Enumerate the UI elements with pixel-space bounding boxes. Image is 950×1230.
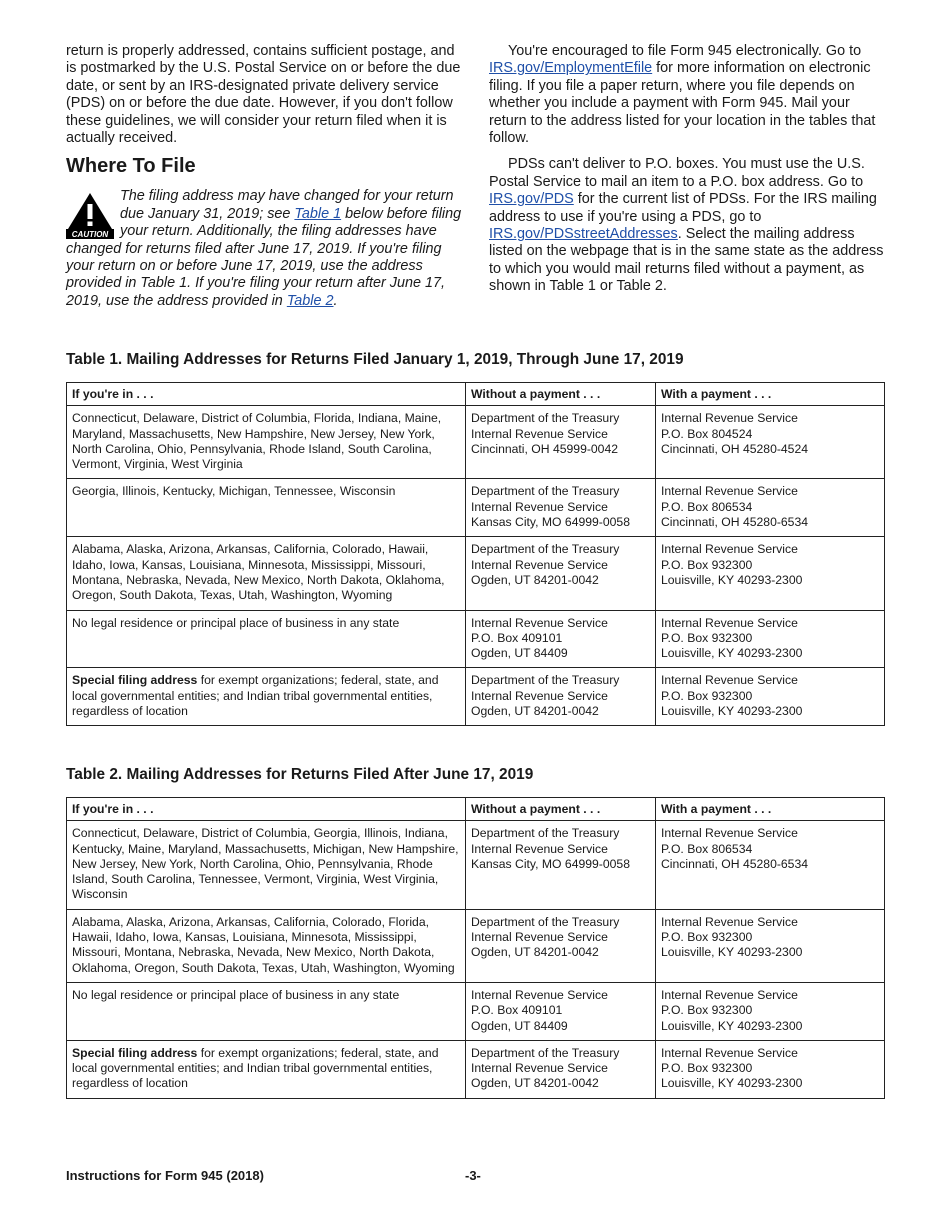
caution-text-a: The filing address may have changed for your return due January 31, 2019; see (120, 188, 454, 222)
with-payment-address: Internal Revenue Service P.O. Box 806534 Cincinnati, OH 45280-6534 (656, 821, 885, 909)
with-payment-address: Internal Revenue Service P.O. Box 804524 Cincinnati, OH 45280-4524 (656, 406, 885, 479)
header-without-payment: Without a payment . . . (466, 383, 656, 406)
with-payment-address: Internal Revenue Service P.O. Box 932300 Louisville, KY 40293-2300 (656, 610, 885, 668)
header-location: If you're in . . . (67, 383, 466, 406)
caution-text-c: . (333, 292, 338, 309)
irs-pds-link[interactable]: IRS.gov/PDS (489, 191, 574, 208)
without-payment-address: Department of the Treasury Internal Revenue Service Cincinnati, OH 45999-0042 (466, 406, 656, 479)
location-cell: Alabama, Alaska, Arizona, Arkansas, California, Colorado, Hawaii, Idaho, Iowa, Kansas, Louisiana, Minnesota, Mississippi, Missouri, Montana, Nebraska, Nevada, New Mexico, North Dakota, Oklahoma, Oregon, South Dakota, Texas, Utah, Washington, Wyoming (67, 537, 466, 610)
location-cell: Connecticut, Delaware, District of Columbia, Georgia, Illinois, Indiana, Kentucky, Maine, Maryland, Massachusetts, Michigan, New Hampshire, New Jersey, New York, North Carolina, Ohio, Pennsylvania, Rhode Island, South Carolina, Tennessee, Vermont, Virginia, West Virginia, Wisconsin (67, 821, 466, 909)
footer-title: Instructions for Form 945 (2018) (66, 1168, 264, 1183)
location-cell: No legal residence or principal place of business in any state (67, 982, 466, 1040)
special-filing-row (67, 668, 885, 726)
table-row (67, 537, 885, 610)
caution-text-b: below before filing your return. Additionally, the filing addresses have changed for returns filed after June 17, 2019. If you're filing your return on or before June 17, 2019, use the address provided in Table 1. If you're filing your return after June 17, 2019, use the address provided in (66, 205, 462, 309)
left-column (66, 43, 464, 310)
without-payment-address: Department of the Treasury Internal Revenue Service Kansas City, MO 64999-0058 (466, 821, 656, 909)
paragraph-pds (489, 156, 886, 295)
without-payment-address: Department of the Treasury Internal Revenue Service Ogden, UT 84201-0042 (466, 1040, 656, 1098)
table-2-link[interactable]: Table 2 (286, 292, 334, 309)
table-1-link[interactable]: Table 1 (294, 205, 342, 222)
paragraph-efile (489, 43, 886, 147)
table-header-row (67, 383, 885, 406)
special-filing-row (67, 1040, 885, 1098)
table-2 (66, 797, 885, 1099)
pds-text-c: . Select the mailing address listed on the webpage that is in the same state as the address to which you would mail returns filed without a payment, as shown in Table 1 or Table 2. (489, 226, 884, 295)
table-row (67, 982, 885, 1040)
without-payment-address: Internal Revenue Service P.O. Box 409101 Ogden, UT 84409 (466, 982, 656, 1040)
location-cell: No legal residence or principal place of business in any state (67, 610, 466, 668)
table-row (67, 479, 885, 537)
table-row (67, 821, 885, 909)
with-payment-address: Internal Revenue Service P.O. Box 806534 Cincinnati, OH 45280-6534 (656, 479, 885, 537)
with-payment-address: Internal Revenue Service P.O. Box 932300 Louisville, KY 40293-2300 (656, 982, 885, 1040)
caution-note (66, 188, 464, 310)
caution-icon-label: CAUTION (71, 230, 109, 240)
page-number: -3- (465, 1168, 481, 1183)
efile-text-a: You're encouraged to file Form 945 electronically. Go to (508, 43, 862, 59)
table-row (67, 610, 885, 668)
where-to-file-heading: Where To File (66, 155, 196, 178)
special-filing-label: Special filing address (72, 1045, 198, 1060)
without-payment-address: Department of the Treasury Internal Revenue Service Kansas City, MO 64999-0058 (466, 479, 656, 537)
without-payment-address: Department of the Treasury Internal Revenue Service Ogden, UT 84201-0042 (466, 668, 656, 726)
pds-text-b: for the current list of PDSs. For the IRS mailing address to use if you're using a PDS, go to (489, 191, 877, 225)
efile-text-b: for more information on electronic filing. If you file a paper return, where you file depends on whether you include a payment with Form 945. Mail your return to the address listed for your location in the tables that follow. (489, 60, 876, 147)
without-payment-address: Department of the Treasury Internal Revenue Service Ogden, UT 84201-0042 (466, 909, 656, 982)
table-1 (66, 382, 885, 726)
special-filing-text: for exempt organizations; federal, state, and local governmental entities; and Indian tribal governmental entities, regardless of location (72, 1045, 439, 1091)
header-without-payment: Without a payment . . . (466, 798, 656, 821)
location-cell: Alabama, Alaska, Arizona, Arkansas, California, Colorado, Florida, Hawaii, Idaho, Iowa, Kansas, Louisiana, Minnesota, Mississippi, Missouri, Montana, Nebraska, Nevada, New Mexico, North Dakota, Oklahoma, Oregon, South Dakota, Texas, Utah, Washington, Wyoming (67, 909, 466, 982)
with-payment-address: Internal Revenue Service P.O. Box 932300 Louisville, KY 40293-2300 (656, 1040, 885, 1098)
location-cell: Connecticut, Delaware, District of Columbia, Florida, Indiana, Maine, Maryland, Massachusetts, New Hampshire, New Jersey, New York, North Carolina, Ohio, Pennsylvania, Rhode Island, South Carolina, Vermont, Virginia, West Virginia (67, 406, 466, 479)
header-with-payment: With a payment . . . (656, 798, 885, 821)
employment-efile-link[interactable]: IRS.gov/EmploymentEfile (489, 60, 653, 77)
without-payment-address: Internal Revenue Service P.O. Box 409101 Ogden, UT 84409 (466, 610, 656, 668)
with-payment-address: Internal Revenue Service P.O. Box 932300 Louisville, KY 40293-2300 (656, 909, 885, 982)
table-1-title: Table 1. Mailing Addresses for Returns Filed January 1, 2019, Through June 17, 2019 (66, 351, 684, 368)
with-payment-address: Internal Revenue Service P.O. Box 932300 Louisville, KY 40293-2300 (656, 537, 885, 610)
special-filing-label: Special filing address (72, 673, 198, 688)
table-row (67, 909, 885, 982)
right-column (489, 43, 886, 296)
table-2-title: Table 2. Mailing Addresses for Returns Filed After June 17, 2019 (66, 766, 534, 783)
location-cell (67, 1040, 466, 1098)
special-filing-text: for exempt organizations; federal, state, and local governmental entities; and Indian tribal governmental entities, regardless of location (72, 673, 439, 719)
caution-icon (66, 191, 114, 239)
without-payment-address: Department of the Treasury Internal Revenue Service Ogden, UT 84201-0042 (466, 537, 656, 610)
paragraph-postmark: return is properly addressed, contains sufficient postage, and is postmarked by the U.S. Postal Service on or before the due date, or sent by an IRS-designated private delivery service (PDS) on or before the due date. However, if you don't follow these guidelines, we will consider your return filed when it is actually received. (66, 43, 461, 147)
header-location: If you're in . . . (67, 798, 466, 821)
pds-text-a: PDSs can't deliver to P.O. boxes. You must use the U.S. Postal Service to mail an item to a P.O. box address. Go to (489, 156, 865, 190)
location-cell: Georgia, Illinois, Kentucky, Michigan, Tennessee, Wisconsin (67, 479, 466, 537)
location-cell (67, 668, 466, 726)
table-row (67, 406, 885, 479)
table-header-row (67, 798, 885, 821)
pds-street-addresses-link[interactable]: IRS.gov/PDSstreetAddresses (489, 226, 678, 243)
with-payment-address: Internal Revenue Service P.O. Box 932300 Louisville, KY 40293-2300 (656, 668, 885, 726)
header-with-payment: With a payment . . . (656, 383, 885, 406)
